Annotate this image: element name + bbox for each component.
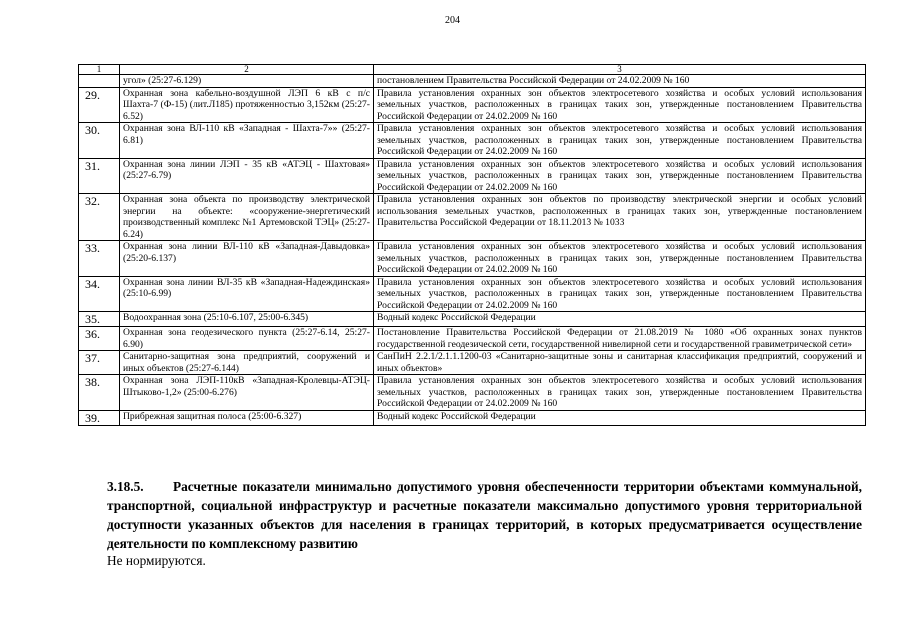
section-title: Расчетные показатели минимально допустимого уровня обеспеченности территории объектами коммунальной, транспортной, социальной инфраструктур и расчетные показатели максимально допустимого уровня территориальной доступности указанных объектов для населения в границах территорий, в которых предусматривается осуществление деятельности по комплексному развитию xyxy=(107,479,862,551)
table-row-continuation xyxy=(79,75,866,88)
table-row xyxy=(79,276,866,312)
zone-name: Охранная зона ЛЭП-110кВ «Западная-Кролевцы-АТЭЦ-Штыково-1,2» (25:00-6.276) xyxy=(120,375,374,411)
row-number: 30. xyxy=(79,123,120,159)
row-number: 38. xyxy=(79,375,120,411)
zone-name: Охранная зона линии ЛЭП - 35 кВ «АТЭЦ - Шахтовая» (25:27-6.79) xyxy=(120,158,374,194)
table-row xyxy=(79,312,866,327)
zone-name: Охранная зона линии ВЛ-35 кВ «Западная-Надеждинская» (25:10-6.99) xyxy=(120,276,374,312)
regulation-document: Правила установления охранных зон объектов по производству электрической энергии и особых условий использования земельных участков, расположенных в границах таких зон, утвержденные постановлением Правительства Российской Федерации от 18.11.2013 № 1033 xyxy=(374,194,866,241)
zone-name: Водоохранная зона (25:10-6.107, 25:00-6.345) xyxy=(120,312,374,327)
zones-table xyxy=(78,64,866,426)
table-row xyxy=(79,87,866,123)
regulation-document: Правила установления охранных зон объектов электросетевого хозяйства и особых условий использования земельных участков, расположенных в границах таких зон, утвержденные постановлением Правительства Российской Федерации от 24.02.2009 № 160 xyxy=(374,276,866,312)
header-cell: 2 xyxy=(120,65,374,75)
row-number: 29. xyxy=(79,87,120,123)
section-note: Не нормируются. xyxy=(107,553,206,568)
regulation-document: Водный кодекс Российской Федерации xyxy=(374,312,866,327)
row-number: 33. xyxy=(79,241,120,277)
table-row xyxy=(79,410,866,425)
table-row xyxy=(79,158,866,194)
row-number: 37. xyxy=(79,351,120,375)
zone-name: Охранная зона линии ВЛ-110 кВ «Западная-Давыдовка» (25:20-6.137) xyxy=(120,241,374,277)
regulation-document: постановлением Правительства Российской Федерации от 24.02.2009 № 160 xyxy=(374,75,866,88)
regulation-document: Правила установления охранных зон объектов электросетевого хозяйства и особых условий использования земельных участков, расположенных в границах таких зон, утвержденные постановлением Правительства Российской Федерации от 24.02.2009 № 160 xyxy=(374,241,866,277)
zone-name: Прибрежная защитная полоса (25:00-6.327) xyxy=(120,410,374,425)
zone-name: Охранная зона кабельно-воздушной ЛЭП 6 кВ с п/с Шахта-7 (Ф-15) (лит.Л185) протяженностью 3,152км (25:27-6.52) xyxy=(120,87,374,123)
zone-name: Охранная зона геодезического пункта (25:27-6.14, 25:27-6.90) xyxy=(120,327,374,351)
table-row xyxy=(79,327,866,351)
table-header-row xyxy=(79,65,866,75)
row-number: 32. xyxy=(79,194,120,241)
zone-name: Охранная зона ВЛ-110 кВ «Западная - Шахта-7»» (25:27-6.81) xyxy=(120,123,374,159)
section-number: 3.18.5. xyxy=(107,479,144,494)
row-number: 34. xyxy=(79,276,120,312)
row-number: 35. xyxy=(79,312,120,327)
row-number: 36. xyxy=(79,327,120,351)
row-number: 39. xyxy=(79,410,120,425)
regulation-document: Правила установления охранных зон объектов электросетевого хозяйства и особых условий использования земельных участков, расположенных в границах таких зон, утвержденные постановлением Правительства Российской Федерации от 24.02.2009 № 160 xyxy=(374,375,866,411)
table-row xyxy=(79,375,866,411)
table-row xyxy=(79,194,866,241)
table-row xyxy=(79,241,866,277)
zone-name: угол» (25:27-6.129) xyxy=(120,75,374,88)
regulation-document: Правила установления охранных зон объектов электросетевого хозяйства и особых условий использования земельных участков, расположенных в границах таких зон, утвержденные постановлением Правительства Российской Федерации от 24.02.2009 № 160 xyxy=(374,87,866,123)
row-number: 31. xyxy=(79,158,120,194)
zone-name: Санитарно-защитная зона предприятий, сооружений и иных объектов (25:27-6.144) xyxy=(120,351,374,375)
regulation-document: Правила установления охранных зон объектов электросетевого хозяйства и особых условий использования земельных участков, расположенных в границах таких зон, утвержденные постановлением Правительства Российской Федерации от 24.02.2009 № 160 xyxy=(374,123,866,159)
section-heading xyxy=(107,477,862,553)
header-cell: 3 xyxy=(374,65,866,75)
regulation-document: Водный кодекс Российской Федерации xyxy=(374,410,866,425)
page-number: 204 xyxy=(445,15,460,26)
regulation-document: Правила установления охранных зон объектов электросетевого хозяйства и особых условий использования земельных участков, расположенных в границах таких зон, утвержденные постановлением Правительства Российской Федерации от 24.02.2009 № 160 xyxy=(374,158,866,194)
row-number xyxy=(79,75,120,88)
table-row xyxy=(79,351,866,375)
zone-name: Охранная зона объекта по производству электрической энергии на объекте: «сооружение-энергетический производственный комплекс №1 Артемовской ТЭЦ» (25:27-6.24) xyxy=(120,194,374,241)
table-row xyxy=(79,123,866,159)
regulation-document: СанПиН 2.2.1/2.1.1.1200-03 «Санитарно-защитные зоны и санитарная классификация предприятий, сооружений и иных объектов» xyxy=(374,351,866,375)
header-cell: 1 xyxy=(79,65,120,75)
regulation-document: Постановление Правительства Российской Федерации от 21.08.2019 № 1080 «Об охранных зонах пунктов государственной геодезической сети, государственной нивелирной сети и государственной гравиметрической сети» xyxy=(374,327,866,351)
